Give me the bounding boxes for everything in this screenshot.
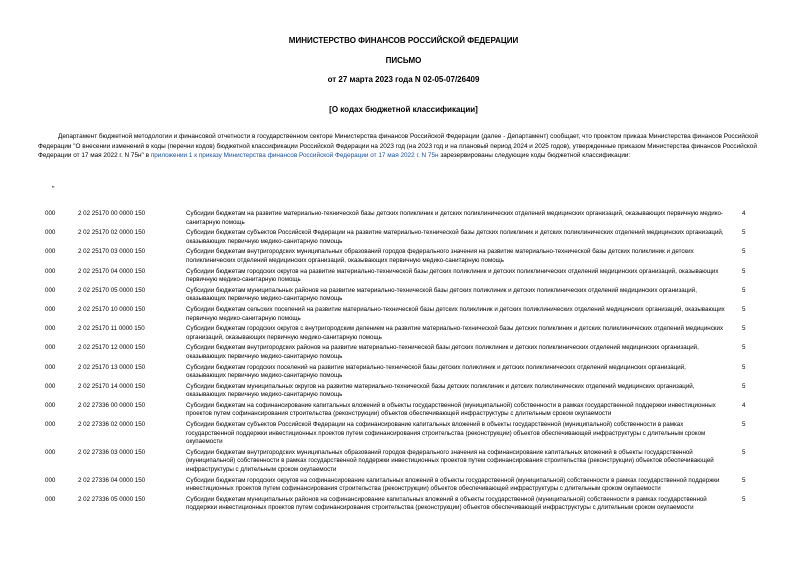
cell-budget-code: 2 02 25170 04 0000 150 [78, 267, 146, 275]
cell-description: Субсидии бюджетам городских поселений на развитие материально-технической базы детских поликлиник и детских поликлинических отделений медицинских организаций, оказывающих первичную медико-санитарную помощь [186, 363, 686, 380]
cell-budget-code: 2 02 27336 04 0000 150 [78, 476, 146, 484]
cell-level: 5 [742, 286, 746, 294]
cell-level: 5 [742, 421, 746, 429]
cell-level: 5 [742, 495, 746, 503]
subject-heading: [О кодах бюджетной классификации] [329, 105, 478, 114]
table-row [38, 325, 766, 342]
cell-description: Субсидии бюджетам муниципальных районов на развитие материально-технической базы детских поликлиник и детских поликлинических отделений медицинских организаций, оказывающих первичную медико-санитарную помощь [186, 286, 697, 303]
cell-description: Субсидии бюджетам сельских поселений на развитие материально-технической базы детских поликлиник и детских поликлинических отделений медицинских организаций, оказывающих первичную медико-санитарную помощь [186, 305, 725, 322]
cell-admin-code: 000 [45, 363, 56, 371]
cell-budget-code: 2 02 25170 03 0000 150 [78, 248, 146, 256]
cell-budget-code: 2 02 25170 02 0000 150 [78, 229, 146, 237]
cell-level: 5 [742, 325, 746, 333]
cell-budget-code: 2 02 25170 14 0000 150 [78, 382, 146, 390]
cell-budget-code: 2 02 27336 03 0000 150 [78, 448, 146, 456]
cell-level: 4 [742, 210, 746, 217]
table-row [38, 383, 766, 400]
table-row [38, 268, 766, 285]
cell-budget-code: 2 02 27336 05 0000 150 [78, 495, 146, 503]
cell-admin-code: 000 [45, 448, 56, 456]
quote-marker: " [52, 186, 55, 193]
cell-description: Субсидии бюджетам муниципальных районов на софинансирование капитальных вложений в объекты государственной (муниципальной) собственности в рамках государственной поддержки инвестиционных проектов путем софинансирования строительства (реконструкции) объектов обеспечивающей инфраструктуры с длительным сроком окупаемости [186, 495, 707, 512]
cell-admin-code: 000 [45, 495, 56, 503]
cell-admin-code: 000 [45, 210, 56, 217]
cell-budget-code: 2 02 25170 13 0000 150 [78, 363, 146, 371]
cell-level: 5 [742, 382, 746, 390]
cell-level: 5 [742, 476, 746, 484]
cell-level: 5 [742, 448, 746, 456]
table-row [38, 477, 766, 494]
cell-budget-code: 2 02 25170 10 0000 150 [78, 305, 146, 313]
cell-admin-code: 000 [45, 344, 56, 352]
cell-description: Субсидии бюджетам внутригородских районов на развитие материально-технической базы детских поликлиник и детских поликлинических отделений медицинских организаций, оказывающих первичную медико-санитарную помощь [186, 344, 699, 360]
cell-admin-code: 000 [45, 421, 56, 429]
ministry-heading: МИНИСТЕРСТВО ФИНАНСОВ РОССИЙСКОЙ ФЕДЕРАЦИИ [288, 36, 519, 45]
cell-admin-code: 000 [45, 305, 56, 313]
cell-admin-code: 000 [45, 248, 56, 256]
table-row [38, 402, 766, 419]
cell-description: Субсидии бюджетам внутригородских муниципальных образований городов федерального значения на софинансирование капитальных вложений в объекты государственной (муниципальной) собственности в рамках государственной поддержки инвестиционных проектов путем софинансирования строительства (реконструкции) объектов обеспечивающей инфраструктуры с длительным сроком окупаемости [186, 448, 714, 474]
cell-description: Субсидии бюджетам на софинансирование капитальных вложений в объекты государственной (муниципальной) собственности в рамках государственной поддержки инвестиционных проектов путем софинансирования строительства (реконструкции) объектов обеспечивающей инфраструктуры с длительным сроком окупаемости [186, 401, 716, 418]
order-appendix-link[interactable]: приложении 1 к приказу Министерства финансов Российской Федерации от 17 мая 2022 г. N 75н [150, 152, 439, 160]
table-row [38, 496, 766, 513]
cell-description: Субсидии бюджетам городских округов с внутригородским делением на развитие материально-технической базы детских поликлиник и детских поликлинических отделений медицинских организаций, оказывающих первичную медико-санитарную помощь [186, 325, 724, 341]
cell-budget-code: 2 02 25170 11 0000 150 [78, 325, 145, 333]
cell-budget-code: 2 02 27336 02 0000 150 [78, 421, 146, 429]
cell-level: 5 [742, 267, 746, 275]
cell-admin-code: 000 [45, 267, 56, 275]
table-row [38, 210, 766, 227]
cell-description: Субсидии бюджетам внутригородских муниципальных образований городов федерального значения на развитие материально-технической базы детских поликлиник и детских поликлинических отделений медицинских организаций, оказывающих первичную медико-санитарную помощь [186, 248, 694, 264]
table-row [38, 248, 766, 265]
date-number-heading: от 27 марта 2023 года N 02-05-07/26409 [327, 75, 480, 84]
cell-description: Субсидии бюджетам городских округов на развитие материально-технической базы детских поликлиник и детских поликлинических отделений медицинских организаций, оказывающих первичную медико-санитарную помощь [186, 267, 719, 284]
table-row [38, 421, 766, 447]
table-row [38, 287, 766, 304]
table-row [38, 306, 766, 323]
budget-codes-table [38, 210, 766, 515]
table-row [38, 229, 766, 246]
table-row [38, 364, 766, 381]
cell-description: Субсидии бюджетам субъектов Российской Федерации на софинансирование капитальных вложений в объекты государственной (муниципальной) собственности в рамках государственной поддержки инвестиционных проектов путем софинансирования строительства (реконструкции) объектов обеспечивающей инфраструктуры с длительным сроком окупаемости [186, 421, 706, 446]
cell-budget-code: 2 02 25170 12 0000 150 [78, 344, 146, 352]
intro-text-after: зарезервированы следующие коды бюджетной классификации: [438, 152, 631, 160]
cell-budget-code: 2 02 27336 00 0000 150 [78, 401, 146, 409]
cell-admin-code: 000 [45, 401, 56, 409]
cell-description: Субсидии бюджетам муниципальных округов на развитие материально-технической базы детских поликлиник и детских поликлинических отделений медицинских организаций, оказывающих первичную медико-санитарную помощь [186, 382, 695, 399]
cell-admin-code: 000 [45, 476, 56, 484]
cell-admin-code: 000 [45, 286, 56, 294]
table-row [38, 449, 766, 475]
cell-budget-code: 2 02 25170 00 0000 150 [78, 210, 146, 217]
table-row [38, 344, 766, 361]
cell-admin-code: 000 [45, 325, 56, 333]
cell-level: 5 [742, 305, 746, 313]
cell-admin-code: 000 [45, 229, 56, 237]
cell-level: 4 [742, 401, 746, 409]
cell-budget-code: 2 02 25170 05 0000 150 [78, 286, 146, 294]
cell-description: Субсидии бюджетам субъектов Российской Федерации на развитие материально-технической базы детских поликлиник и детских поликлинических отделений медицинских организаций, оказывающих первичную медико-санитарную помощь [186, 229, 724, 245]
cell-level: 5 [742, 344, 746, 352]
cell-admin-code: 000 [45, 382, 56, 390]
cell-description: Субсидии бюджетам на развитие материально-технической базы детских поликлиник и детских поликлинических отделений медицинских организаций, оказывающих первичную медико-санитарную помощь [186, 210, 723, 226]
cell-level: 5 [742, 363, 746, 371]
intro-text-before: Департамент бюджетной методологии и финансовой отчетности в государственном секторе Министерства финансов Российской Федерации (далее - Департамент) сообщает, что проектом приказа Министерства финансов Российской Федерации "О внесении изменений в коды (перечни кодов) бюджетной классификации Российской Федерации на 2023 год (на 2023 год и на плановый период 2024 и 2025 годов), утвержденные приказом Министерства финансов Российской Федерации от 17 мая 2022 г. N 75н" в [38, 133, 759, 160]
cell-level: 5 [742, 248, 746, 256]
intro-paragraph [38, 132, 766, 161]
cell-level: 5 [742, 229, 746, 237]
cell-description: Субсидии бюджетам городских округов на софинансирование капитальных вложений в объекты государственной (муниципальной) собственности в рамках государственной поддержки инвестиционных проектов путем софинансирования строительства (реконструкции) объектов обеспечивающей инфраструктуры с длительным сроком окупаемости [186, 476, 720, 493]
document-type-heading: ПИСЬМО [385, 56, 422, 65]
